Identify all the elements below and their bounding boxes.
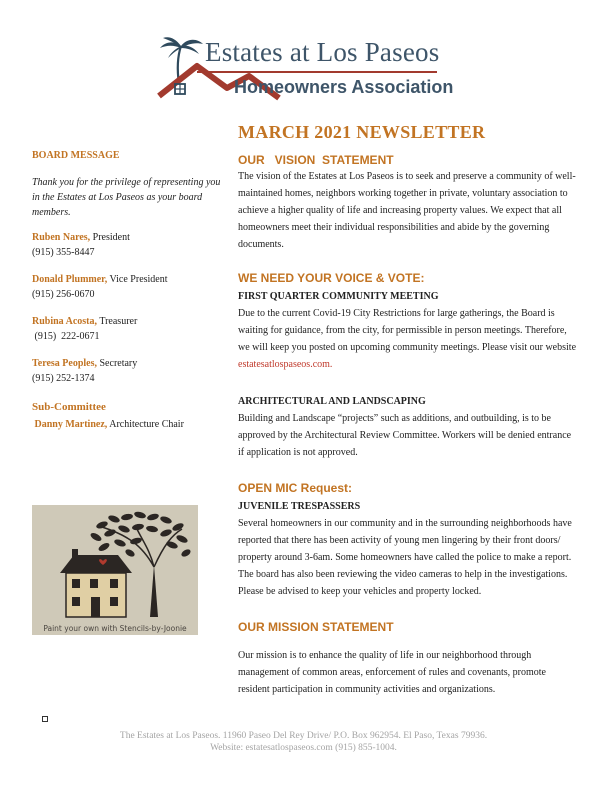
member-name: Teresa Peoples, <box>32 358 97 369</box>
meeting-body: Due to the current Covid-19 City Restrictions for large gatherings, the Board is waiting for guidance, from the city, for permissible in person meetings. Therefore, we will keep you posted on upcoming community meetings. Please visit our website <box>238 308 577 353</box>
newsletter-title: MARCH 2021 NEWSLETTER <box>238 122 486 142</box>
architectural-heading: ARCHITECTURAL AND LANDSCAPING <box>238 396 426 407</box>
subcommittee-role: Architecture Chair <box>107 419 184 430</box>
juvenile-heading: JUVENILE TRESPASSERS <box>238 501 361 512</box>
logo-title: Estates at Los Paseos <box>205 37 440 67</box>
mission-heading: OUR MISSION STATEMENT <box>238 620 394 634</box>
member-phone: (915) 252-1374 <box>32 373 95 384</box>
subcommittee-name: Danny Martinez, <box>32 419 108 430</box>
vision-text: The vision of the Estates at Los Paseos is to seek and preserve a community of well-maintained homes, neighbors working together in private, voluntary association to achieve a higher quality of life and increasing property values. We expect that all homeowners meet their individual responsibilities and abide by the governing documents. <box>238 171 576 250</box>
member-role: Secretary <box>97 358 138 369</box>
board-member <box>32 272 222 302</box>
member-name: Rubina Acosta, <box>32 316 98 327</box>
board-member <box>32 314 222 344</box>
open-mic-heading: OPEN MIC Request: <box>238 481 353 495</box>
stencil-house-picture <box>32 505 198 635</box>
bullet-marker <box>42 716 48 722</box>
member-name: Ruben Nares, <box>32 232 91 243</box>
member-role: Treasurer <box>97 316 138 327</box>
mission-text: Our mission is to enhance the quality of life in our neighborhood through management of common areas, enforcement of rules and covenants, promote resident participation in community activities and organizations. <box>238 650 546 695</box>
meeting-heading: FIRST QUARTER COMMUNITY MEETING <box>238 291 439 302</box>
member-phone: (915) 355-8447 <box>32 247 95 258</box>
architectural-text: Building and Landscape “projects” such as additions, and outbuilding, is to be approved by the Architectural Review Committee. Workers will be denied entrance if application is not approved. <box>238 413 572 458</box>
newsletter-main <box>238 124 578 698</box>
vision-heading: OUR VISION STATEMENT <box>238 153 394 167</box>
subcommittee-member <box>32 417 222 432</box>
board-message-heading: BOARD MESSAGE <box>32 150 120 161</box>
member-phone: (915) 222-0671 <box>32 331 100 342</box>
footer-address: The Estates at Los Paseos. 11960 Paseo Del Rey Drive/ P.O. Box 962954. El Paso, Texas 79936. <box>119 731 488 741</box>
logo-rule <box>197 71 437 73</box>
juvenile-text: Several homeowners in our community and in the surrounding neighborhoods have reported that there has been activity of young men lingering by their front doors/ property around 3-6am. Some homeowners have called the police to make a report. The board has also been reviewing the video cameras to help in the investigations. Please be advised to keep your vehicles and property locked. <box>238 518 572 597</box>
board-member <box>32 356 222 386</box>
website-link[interactable]: estatesatlospaseos.com. <box>238 359 333 370</box>
logo-subtitle: Homeowners Association <box>234 77 454 97</box>
board-sidebar <box>32 148 222 432</box>
member-role: Vice President <box>107 274 168 285</box>
voice-vote-heading: WE NEED YOUR VOICE & VOTE: <box>238 271 425 285</box>
board-message-intro: Thank you for the privilege of representing you in the Estates at Los Paseos as your board members. <box>32 177 221 218</box>
page-footer <box>100 730 507 754</box>
meeting-text <box>238 305 578 373</box>
subcommittee-heading: Sub-Committee <box>32 401 106 413</box>
stencil-caption: Paint your own with Stencils-by-Joonie <box>43 624 187 633</box>
member-phone: (915) 256-0670 <box>32 289 95 300</box>
member-name: Donald Plummer, <box>32 274 108 285</box>
member-role: President <box>90 232 130 243</box>
board-member <box>32 230 222 260</box>
footer-contact: Website: estatesatlospaseos.com (915) 855-1004. <box>210 743 397 753</box>
